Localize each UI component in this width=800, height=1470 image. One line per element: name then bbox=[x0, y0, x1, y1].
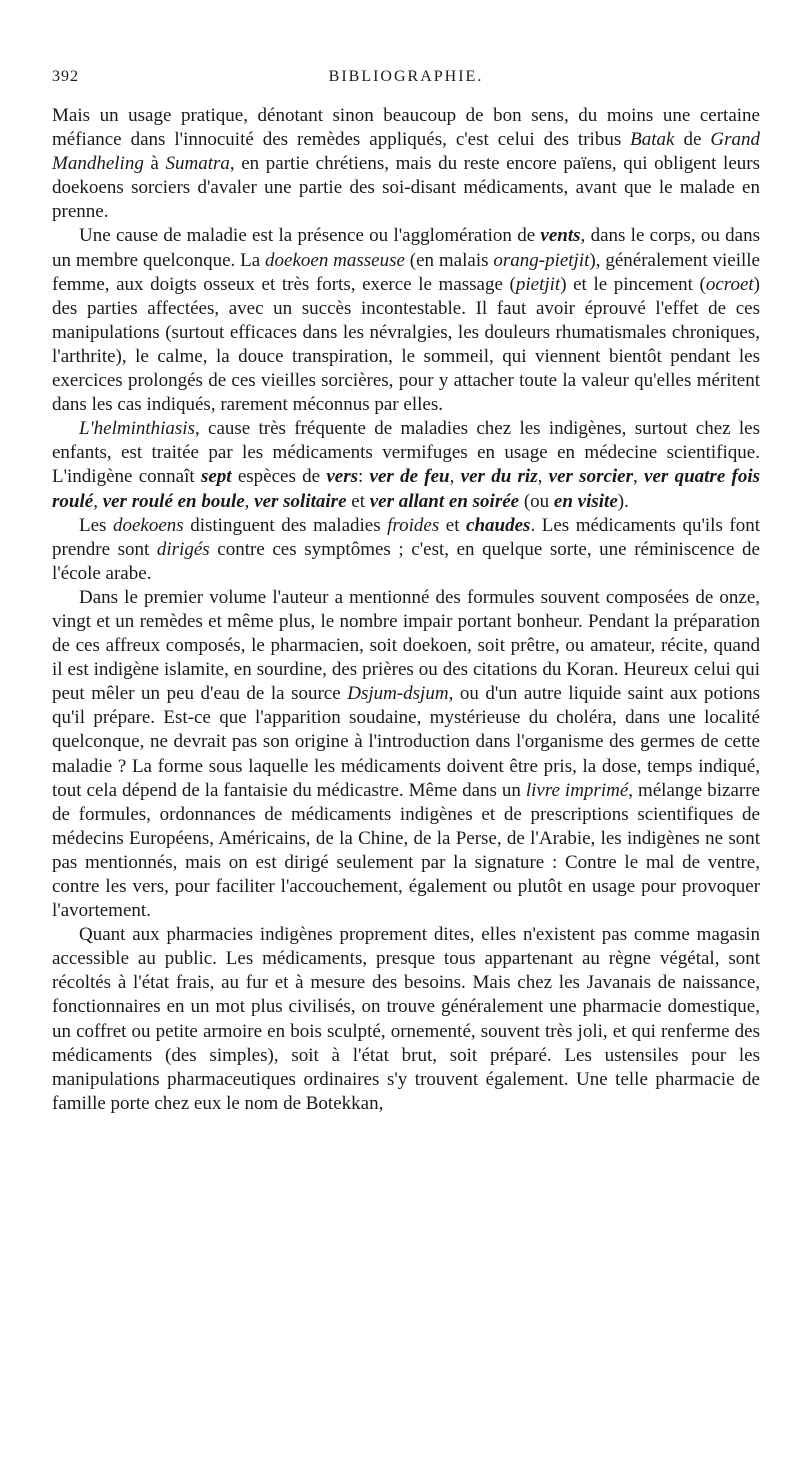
text-run: , dans le corps, ou dans un membre quelconque. La bbox=[52, 225, 760, 271]
italic-term: dirigés bbox=[156, 538, 210, 560]
text-run: Les bbox=[79, 514, 113, 536]
paragraph-cold-hot-diseases bbox=[52, 514, 760, 586]
text-run: de bbox=[674, 129, 711, 151]
text-run: ) et le pincement ( bbox=[560, 273, 706, 295]
italic-term: Sumatra bbox=[165, 153, 230, 175]
running-title: BIBLIOGRAPHIE. bbox=[328, 68, 484, 85]
paragraph-formulas bbox=[52, 586, 760, 923]
paragraph-pharmacies bbox=[52, 923, 760, 1116]
text-run: , bbox=[449, 466, 461, 488]
text-run: et bbox=[346, 490, 370, 512]
text-run: : bbox=[357, 466, 370, 488]
text-run: contre ces symptômes ; c'est, en quelque sorte, une réminiscence de l'école arabe. bbox=[52, 538, 760, 584]
text-run: , bbox=[93, 490, 103, 512]
text-run: ) des parties affectées, avec un succès incontestable. Il faut avoir éprouvé l'effet de ces manipulations (surtout efficaces dans les névralgies, les douleurs rhumatismales chroniques, l'arthrite), le calme, la douce transpiration, le sommeil, qui viennent bientôt pendant les exercices prolongés de ces vieilles sorcières, pour y attacher toute la valeur qu'elles méritent dans les cas indiqués, rarement méconnus par elles. bbox=[52, 273, 760, 416]
emphasized-term: ver de feu bbox=[369, 466, 450, 488]
italic-term: orang-pietjit bbox=[493, 249, 590, 271]
running-head bbox=[52, 68, 760, 98]
text-run: , en partie chrétiens, mais du reste encore païens, qui obligent leurs doekoens sorciers d'avaler une partie des soi-disant médicaments, avant que le malade en prenne. bbox=[52, 153, 760, 223]
text-run: . Les médicaments qu'ils font prendre sont bbox=[52, 514, 761, 560]
italic-term: ocroet bbox=[705, 273, 754, 295]
text-run: ), généralement vieille femme, aux doigts osseux et très forts, exerce le massage ( bbox=[52, 249, 760, 295]
text-run: , bbox=[633, 466, 645, 488]
italic-term: Grand Mandheling bbox=[52, 129, 760, 175]
paragraph-helminthiasis bbox=[52, 417, 760, 513]
text-run: Dans le premier volume l'auteur a mentionné des formules souvent composées de onze, vingt et un remèdes et même plus, le nombre impair portant bonheur. Pendant la préparation de ces affreux composés, le pharmacien, soit doekoen, soit prêtre, ou amateur, récite, quand il est indigène islamite, en sourdine, des prières ou des citations du Koran. Heureux celui qui peut mêler un peu d'eau de la source bbox=[52, 586, 760, 705]
italic-term: livre imprimé bbox=[525, 779, 629, 801]
text-run: Mais un usage pratique, dénotant sinon beaucoup de bon sens, du moins une certaine méfiance dans l'innocuité des remèdes appliqués, c'est celui des tribus bbox=[52, 105, 760, 151]
text-run: à bbox=[143, 153, 166, 175]
body-text bbox=[52, 104, 760, 1116]
italic-term: L'helminthiasis bbox=[79, 418, 195, 440]
emphasized-term: ver sorcier bbox=[548, 466, 634, 488]
emphasized-term: vents bbox=[540, 225, 581, 247]
book-page bbox=[52, 68, 760, 1116]
text-run: , bbox=[244, 490, 255, 512]
text-run: et bbox=[439, 514, 467, 536]
italic-term: doekoens bbox=[112, 514, 184, 536]
text-run: , cause très fréquente de maladies chez les indigènes, surtout chez les enfants, est traitée par les médicaments vermifuges en usage en médecine scientifique. L'indigène connaît bbox=[52, 418, 760, 488]
italic-term: froides bbox=[387, 514, 440, 536]
italic-term: Batak bbox=[630, 129, 675, 151]
emphasized-term: chaudes bbox=[466, 514, 531, 536]
paragraph-batak-tribes bbox=[52, 104, 760, 224]
emphasized-term: ver du riz bbox=[460, 466, 538, 488]
italic-term: pietjit bbox=[515, 273, 561, 295]
text-run: Quant aux pharmacies indigènes proprement dites, elles n'existent pas comme magasin accessible au public. Les médicaments, presque tous appartenant au règne végétal, sont récoltés à l'état frais, au fur et à mesure des besoins. Mais chez les Javanais de naissance, fonctionnaires en un mot plus civilisés, on trouve généralement une pharmacie domestique, un coffret ou petite armoire en bois sculpté, ornementé, souvent très joli, et qui renferme des médicaments (des simples), soit à l'état brut, soit préparé. Les ustensiles pour les manipulations pharmaceutiques ordinaires s'y trouvent également. Une telle pharmacie de famille porte chez eux le nom de Botekkan, bbox=[52, 924, 760, 1114]
emphasized-term: ver solitaire bbox=[254, 490, 347, 512]
page-number: 392 bbox=[52, 68, 79, 85]
text-run: (ou bbox=[519, 490, 554, 512]
emphasized-term: en visite bbox=[553, 490, 618, 512]
italic-term: doekoen masseuse bbox=[265, 249, 405, 271]
emphasized-term: ver allant en soirée bbox=[369, 490, 520, 512]
text-run: Une cause de maladie est la présence ou l'agglomération de bbox=[79, 225, 541, 247]
text-run: , bbox=[537, 466, 549, 488]
emphasized-term: ver quatre fois roulé bbox=[52, 466, 761, 512]
paragraph-vents-massage bbox=[52, 224, 760, 417]
emphasized-term: ver roulé en boule bbox=[102, 490, 245, 512]
italic-term: Dsjum-dsjum bbox=[347, 683, 449, 705]
emphasized-term: sept bbox=[200, 466, 232, 488]
text-run: distinguent des maladies bbox=[183, 514, 388, 536]
text-run: ). bbox=[617, 490, 629, 512]
text-run: , ou d'un autre liquide saint aux potions qu'il prépare. Est-ce que l'apparition soudaine, mystérieuse du choléra, dans une localité quelconque, ne devrait pas son origine à l'introduction dans l'organisme des germes de cette maladie ? La forme sous laquelle les médicaments doivent être pris, la dose, temps indiqué, tout cela dépend de la fantaisie du médicastre. Même dans un bbox=[52, 683, 761, 801]
text-run: (en malais bbox=[404, 249, 494, 271]
text-run: , mélange bizarre de formules, ordonnances de médicaments indigènes et de prescriptions scientifiques de médecins Européens, Américains, de la Chine, de la Perse, de l'Arabie, les indigènes ne sont pas mentionnés, mais on est dirigé seulement par la signature : Contre le mal de ventre, contre les vers, pour faciliter l'accouchement, également ou plutôt en usage pour provoquer l'avortement. bbox=[52, 779, 760, 922]
text-run: espèces de bbox=[231, 466, 327, 488]
emphasized-term: vers bbox=[326, 466, 358, 488]
